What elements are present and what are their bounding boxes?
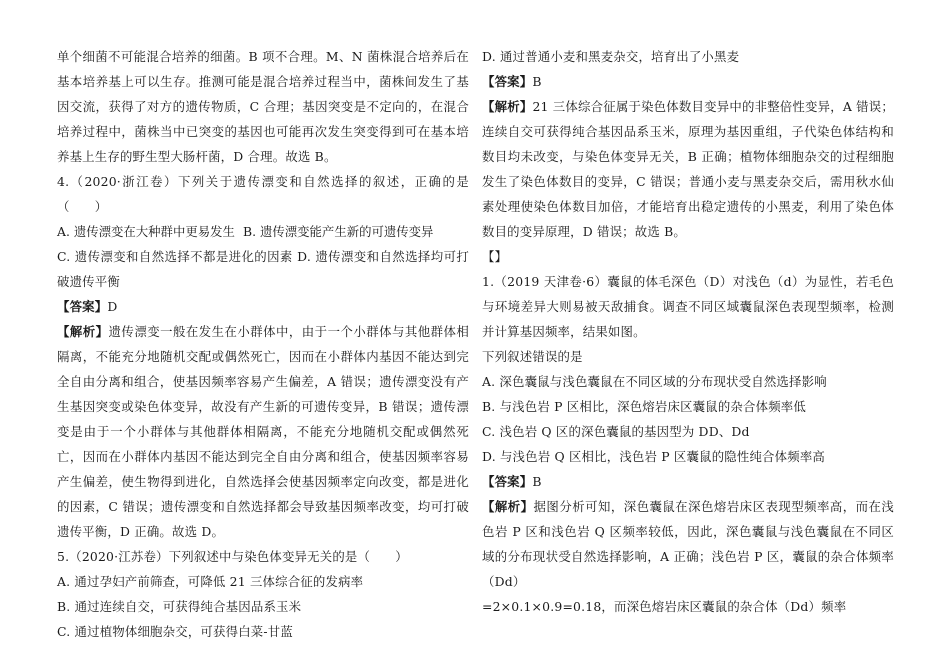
q4-option-b: B. 遗传漂变能产生新的可遗传变异: [243, 224, 434, 239]
q1-analysis-text: 据图分析可知，深色囊鼠在深色熔岩床区表现型频率高，而在浅色岩 P 区和浅色岩 Q 区频率较低，因此，深色囊鼠与浅色囊鼠在不同区域的分布现状受自然选择影响，A 正确；浅色岩 P 区，囊鼠的杂合体频率（Dd）: [482, 499, 894, 589]
analysis-tag: 【解析】: [482, 99, 533, 114]
q1-answer-value: B: [532, 474, 542, 489]
right-column: [482, 44, 894, 619]
prev-analysis-text: 单个细菌不可能混合培养的细菌。B 项不合理。M、N 菌株混合培养后在基本培养基上可以生存。推测可能是混合培养过程当中，菌株间发生了基因交流，获得了对方的遗传物质，C 合理；基因突变是不定向的，在混合培养过程中，菌株当中已突变的基因也可能再次发生突变得到可在基本培养基上生存的野生型大肠杆菌，D 合理。故选 B。: [57, 49, 469, 164]
q4-answer-value: D: [107, 299, 118, 314]
q5-analysis: [482, 94, 894, 244]
q5-answer: [482, 69, 894, 94]
q1-option-b: B. 与浅色岩 P 区相比，深色熔岩床区囊鼠的杂合体频率低: [482, 399, 806, 414]
section-mark: 【】: [482, 249, 508, 264]
q1-formula: =2×0.1×0.9=0.18，而深色熔岩床区囊鼠的杂合体（Dd）频率: [482, 599, 847, 614]
q4-analysis: [57, 319, 469, 544]
answer-tag: 【答案】: [57, 299, 108, 314]
q1-option-d: D. 与浅色岩 Q 区相比，浅色岩 P 区囊鼠的隐性纯合体频率高: [482, 449, 826, 464]
answer-tag: 【答案】: [482, 474, 533, 489]
q5-analysis-text: 21 三体综合征属于染色体数目变异中的非整倍性变异，A 错误；连续自交可获得纯合基因品系玉米，原理为基因重组，子代染色体结构和数目均未改变，与染色体变异无关，B 正确；植物体细胞杂交的过程细胞发生了染色体数目的变异，C 错误；普通小麦与黑麦杂交后，需用秋水仙素处理使染色体数目加倍，才能培育出稳定遗传的小黑麦，利用了染色体数目的变异原理，D 错误；故选 B。: [482, 99, 894, 239]
q1-question: 下列叙述错误的是: [482, 349, 583, 364]
q4-options-ab: [57, 219, 469, 244]
q4-stem: 4.（2020·浙江卷）下列关于遗传漂变和自然选择的叙述，正确的是（ ）: [57, 174, 469, 214]
q1-option-a: A. 深色囊鼠与浅色囊鼠在不同区域的分布现状受自然选择影响: [482, 374, 827, 389]
left-column: [57, 44, 469, 644]
q5-answer-value: B: [532, 74, 542, 89]
answer-tag: 【答案】: [482, 74, 533, 89]
q5-option-b: B. 通过连续自交，可获得纯合基因品系玉米: [57, 599, 302, 614]
q1-option-c: C. 浅色岩 Q 区的深色囊鼠的基因型为 DD、Dd: [482, 424, 750, 439]
q4-option-a: A. 遗传漂变在大种群中更易发生: [57, 224, 235, 239]
q1-analysis: [482, 494, 894, 594]
q4-answer: [57, 294, 469, 319]
q4-option-cd: C. 遗传漂变和自然选择不都是进化的因素 D. 遗传漂变和自然选择均可打破遗传平衡: [57, 249, 469, 289]
analysis-tag: 【解析】: [482, 499, 534, 514]
q4-analysis-text: 遗传漂变一般在发生在小群体中，由于一个小群体与其他群体相隔离，不能充分地随机交配或偶然死亡，因而在小群体内基因不能达到完全自由分离和组合，使基因频率容易产生偏差，A 错误；遗传漂变没有产生基因突变或染色体变异，故没有产生新的可遗传变异，B 错误；遗传漂变是由于一个小群体与其他群体相隔离，不能充分地随机交配或偶然死亡，因而在小群体内基因不能达到完全自由分离和组合，使基因频率容易产生偏差，使生物得到进化，自然选择会使基因频率定向改变，都是进化的因素，C 错误；遗传漂变和自然选择都会导致基因频率改变，均可打破遗传平衡，D 正确。故选 D。: [57, 324, 469, 539]
q5-option-a: A. 通过孕妇产前筛查，可降低 21 三体综合征的发病率: [57, 574, 364, 589]
q1-answer: [482, 469, 894, 494]
q1-stem: 1.（2019 天津卷·6）囊鼠的体毛深色（D）对浅色（d）为显性，若毛色与环境差异大则易被天敌捕食。调查不同区域囊鼠深色表现型频率，检测并计算基因频率，结果如图。: [482, 274, 894, 339]
q5-option-d: D. 通过普通小麦和黑麦杂交，培育出了小黑麦: [482, 49, 740, 64]
analysis-tag: 【解析】: [57, 324, 109, 339]
q5-stem: 5.（2020·江苏卷）下列叙述中与染色体变异无关的是（ ）: [57, 549, 408, 564]
q5-option-c: C. 通过植物体细胞杂交，可获得白菜-甘蓝: [57, 624, 293, 639]
